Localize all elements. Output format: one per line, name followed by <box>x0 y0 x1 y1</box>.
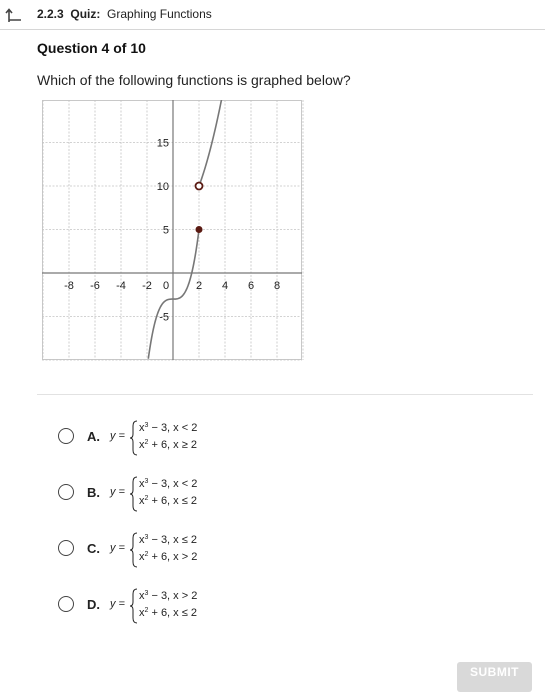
quiz-title: Graphing Functions <box>107 7 212 21</box>
case-2-base: x <box>139 495 145 507</box>
closed-endpoint <box>196 226 203 233</box>
case-2-base: x <box>139 439 145 451</box>
x-tick-label: 2 <box>195 280 203 292</box>
x-tick-label: 4 <box>221 280 229 292</box>
piecewise-brace <box>129 475 139 513</box>
submit-button[interactable]: SUBMIT <box>457 662 532 692</box>
option-y-label: y = <box>110 430 125 442</box>
x-tick-label: -4 <box>116 280 126 292</box>
answer-option[interactable] <box>58 474 238 512</box>
divider <box>37 394 533 395</box>
radio-button[interactable] <box>58 428 74 444</box>
graph-frame <box>43 101 302 360</box>
case-1-base: x <box>139 422 145 434</box>
option-case-2 <box>139 607 197 619</box>
y-tick-label: -5 <box>159 311 169 324</box>
case-1-rest: − 3, x > 2 <box>148 590 198 602</box>
option-letter: A. <box>87 429 100 444</box>
return-arrow-icon[interactable] <box>5 6 23 24</box>
option-case-1 <box>139 590 197 602</box>
case-2-exponent: 2 <box>144 495 149 502</box>
x-tick-label: 6 <box>247 280 255 292</box>
x-tick-label: -2 <box>142 280 152 292</box>
option-y-label: y = <box>110 598 125 610</box>
option-case-1 <box>139 478 197 490</box>
option-case-2 <box>139 439 197 451</box>
case-2-exponent: 2 <box>144 607 149 614</box>
question-prompt: Which of the following functions is graphed below? <box>37 72 351 88</box>
case-1-exponent: 3 <box>144 534 149 541</box>
case-1-base: x <box>139 590 145 602</box>
y-tick-label: 15 <box>156 137 169 150</box>
x-tick-label: -6 <box>90 280 100 292</box>
radio-button[interactable] <box>58 540 74 556</box>
case-2-exponent: 2 <box>144 551 149 558</box>
radio-button[interactable] <box>58 484 74 500</box>
case-2-rest: + 6, x ≤ 2 <box>148 495 197 507</box>
piecewise-brace <box>129 587 139 625</box>
option-case-1 <box>139 534 197 546</box>
case-1-rest: − 3, x < 2 <box>148 478 198 490</box>
breadcrumb <box>37 7 212 21</box>
case-2-rest: + 6, x ≤ 2 <box>148 607 197 619</box>
open-endpoint <box>196 183 203 190</box>
y-tick-label: 5 <box>162 224 169 237</box>
piecewise-brace <box>129 531 139 569</box>
case-1-rest: − 3, x < 2 <box>148 422 198 434</box>
option-letter: D. <box>87 597 100 612</box>
quiz-header <box>0 0 545 30</box>
option-case-2 <box>139 495 197 507</box>
answer-option[interactable] <box>58 530 238 568</box>
function-graph <box>42 100 304 362</box>
question-number: Question 4 of 10 <box>37 40 146 56</box>
case-2-base: x <box>139 607 145 619</box>
case-1-exponent: 3 <box>144 590 149 597</box>
piecewise-brace <box>129 419 139 457</box>
answer-option[interactable] <box>58 586 238 624</box>
option-y-label: y = <box>110 542 125 554</box>
case-2-exponent: 2 <box>144 439 149 446</box>
case-2-base: x <box>139 551 145 563</box>
x-tick-label: -8 <box>64 280 74 292</box>
case-1-exponent: 3 <box>144 422 149 429</box>
case-1-base: x <box>139 478 145 490</box>
y-tick-label: 10 <box>156 181 169 193</box>
quiz-label: Quiz: <box>70 7 101 21</box>
x-tick-label: 8 <box>273 280 281 292</box>
answer-option[interactable] <box>58 418 238 456</box>
option-letter: C. <box>87 541 100 556</box>
case-2-rest: + 6, x ≥ 2 <box>148 439 197 451</box>
option-case-1 <box>139 422 197 434</box>
case-1-exponent: 3 <box>144 478 149 485</box>
x-tick-label: 0 <box>162 280 170 292</box>
option-letter: B. <box>87 485 100 500</box>
option-y-label: y = <box>110 486 125 498</box>
option-case-2 <box>139 551 197 563</box>
case-1-rest: − 3, x ≤ 2 <box>148 534 197 546</box>
lesson-number: 2.2.3 <box>37 7 64 21</box>
case-1-base: x <box>139 534 145 546</box>
case-2-rest: + 6, x > 2 <box>148 551 198 563</box>
radio-button[interactable] <box>58 596 74 612</box>
